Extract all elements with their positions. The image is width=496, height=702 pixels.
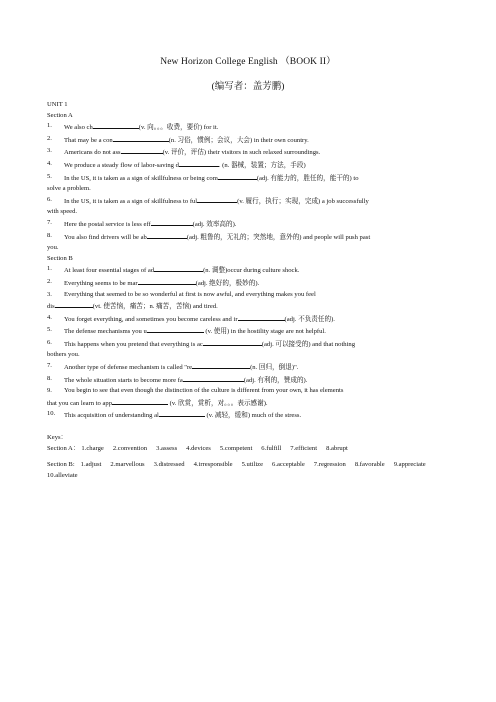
keys-heading: Keys： <box>47 434 68 442</box>
answer-key: 4.devices <box>186 444 211 452</box>
answer-blank[interactable] <box>112 397 168 405</box>
question-item <box>47 338 449 351</box>
question-prefix: Everything seems to be mar <box>64 279 138 287</box>
question-text <box>64 313 449 326</box>
question-prefix: The whole situation starts to become more fa <box>64 376 183 384</box>
question-number: 3. <box>47 147 52 155</box>
question-continuation <box>47 397 449 410</box>
question-item <box>47 195 449 208</box>
question-hint: (adj. 有能力的，胜任的，能干的) to <box>256 174 359 182</box>
question-item <box>47 134 449 147</box>
question-number: 7. <box>47 218 52 226</box>
question-number: 8. <box>47 374 52 382</box>
question-item <box>47 264 449 277</box>
question-item <box>47 277 449 290</box>
question-hint: . (n. 器械，装置；方法，手段) <box>218 161 306 169</box>
question-text <box>64 374 449 387</box>
question-item <box>47 218 449 231</box>
answer-key: 1.charge <box>81 444 104 452</box>
question-hint: (n. 习俗，惯例；会议，大会) in their own country. <box>168 136 309 144</box>
question-text <box>64 277 449 290</box>
answer-blank[interactable] <box>203 338 262 346</box>
question-hint: (vt. 使苦恼，痛苦；n. 痛苦，苦恼) and tired. <box>92 303 218 311</box>
question-number: 6. <box>47 338 52 346</box>
question-item <box>47 146 449 159</box>
answer-blank[interactable] <box>218 172 257 180</box>
question-item <box>47 374 449 387</box>
question-number: 1. <box>47 122 52 130</box>
question-item <box>47 361 449 374</box>
answer-blank[interactable] <box>197 195 237 203</box>
answer-key: 1.adjust <box>80 461 102 469</box>
question-text <box>64 218 449 231</box>
answer-key: 7.efficient <box>290 444 318 452</box>
question-number: 1. <box>47 265 52 273</box>
answer-key: 2.convention <box>112 444 148 452</box>
question-prefix: You also find drivers will be ab <box>64 233 147 241</box>
answer-blank[interactable] <box>147 231 187 239</box>
question-prefix: This acquisition of understanding al <box>64 412 159 420</box>
answer-blank[interactable] <box>192 361 250 369</box>
question-continuation: solve a problem. <box>47 185 91 193</box>
keys-section-b-label: Section B: <box>47 461 75 469</box>
question-text <box>64 338 449 351</box>
question-number: 7. <box>47 362 52 370</box>
question-prefix: At least four essential stages of ad <box>64 267 155 275</box>
answer-key: 8.favorable <box>354 461 385 469</box>
question-text <box>64 264 449 277</box>
answer-blank[interactable] <box>159 409 205 417</box>
question-hint: (adj. 可以接受的) and that nothing <box>261 340 356 348</box>
answer-blank[interactable] <box>179 159 219 167</box>
question-prefix: You forget everything, and sometimes you become careless and ir <box>64 315 238 323</box>
answer-blank[interactable] <box>238 313 285 321</box>
question-text <box>64 325 449 338</box>
keys-section-a <box>47 444 449 455</box>
answer-blank[interactable] <box>138 277 196 285</box>
answer-key: 8.abrupt <box>326 444 348 452</box>
question-number: 8. <box>47 231 52 239</box>
question-text <box>64 159 449 172</box>
question-hint: (v. 使用) in the hostility stage are not helpful. <box>203 328 326 336</box>
answer-key: 7.regression <box>313 461 346 469</box>
question-text <box>64 290 449 301</box>
question-continuation <box>47 300 449 313</box>
answer-key: 5.competent <box>219 444 253 452</box>
question-text <box>64 121 449 134</box>
question-hint: (adj. 不负责任的). <box>284 315 335 323</box>
question-prefix: Americans do not ass <box>64 149 121 157</box>
question-number: 10. <box>47 410 56 418</box>
question-text <box>64 409 449 422</box>
section-b-list <box>47 264 449 422</box>
question-continuation: bothers you. <box>47 351 80 359</box>
question-number: 5. <box>47 326 52 334</box>
answer-key: 5.utilize <box>241 461 264 469</box>
document-body <box>47 100 449 481</box>
question-text <box>64 386 449 397</box>
question-number: 5. <box>47 172 52 180</box>
question-text <box>64 231 449 244</box>
answer-key: 10.alleviate <box>47 471 78 479</box>
question-hint: (v. 向。。。收费，要价) for it. <box>138 124 219 132</box>
question-prefix: Everything that seemed to be so wonderful at first is now awful, and everything makes you feel <box>64 290 316 298</box>
section-a-heading: Section A <box>47 111 73 119</box>
keys-section-b <box>47 460 449 481</box>
question-item <box>47 172 449 185</box>
question-hint: (adj. 效率高的). <box>192 220 237 228</box>
answer-blank[interactable] <box>183 374 244 382</box>
question-text <box>64 195 449 208</box>
question-prefix: That may be a con <box>64 136 113 144</box>
question-text <box>64 361 449 374</box>
question-prefix: In the US, it is taken as a sign of skillfulness to ful <box>64 197 198 205</box>
answer-blank[interactable] <box>154 264 203 272</box>
unit-heading: UNIT 1 <box>47 101 68 108</box>
question-item <box>47 386 449 397</box>
question-prefix: This happens when you pretend that everything is ac <box>64 340 203 348</box>
question-item <box>47 231 449 244</box>
answer-blank[interactable] <box>121 146 163 154</box>
answer-blank[interactable] <box>55 300 93 308</box>
question-number: 4. <box>47 313 52 321</box>
question-number: 3. <box>47 290 52 298</box>
question-hint: (v. 履行，执行；实现，完成) a job successfully <box>237 197 369 205</box>
question-number: 2. <box>47 134 52 142</box>
answer-blank[interactable] <box>113 134 169 142</box>
answer-key: 3.distressed <box>153 461 185 469</box>
question-prefix: Another type of defense mechanism is called "re <box>64 364 193 372</box>
question-prefix: dis <box>47 303 55 311</box>
question-prefix: Here the postal service is less eff <box>64 220 151 228</box>
answer-blank[interactable] <box>93 121 139 129</box>
question-number: 4. <box>47 159 52 167</box>
answer-key: 6.fulfill <box>261 444 282 452</box>
answer-key: 6.acceptable <box>272 461 305 469</box>
question-item <box>47 290 449 301</box>
answer-key: 2.marvellous <box>110 461 145 469</box>
question-text <box>64 146 449 159</box>
question-number: 6. <box>47 195 52 203</box>
answer-blank[interactable] <box>151 218 193 226</box>
question-hint: (n. 回归，倒退)". <box>250 364 299 372</box>
question-prefix: We also ch <box>64 124 93 132</box>
keys-section-a-label: Section A： <box>47 444 80 452</box>
question-text <box>64 134 449 147</box>
question-item <box>47 313 449 326</box>
question-prefix: In the US, it is taken as a sign of skillfulness or being com <box>64 174 218 182</box>
question-item <box>47 159 449 172</box>
document-subtitle: (编写者：盖芳鹏) <box>211 82 285 92</box>
question-prefix: The defense mechanisms you u <box>64 328 147 336</box>
question-item <box>47 325 449 338</box>
question-continuation: with speed. <box>47 208 78 216</box>
question-text <box>64 172 449 185</box>
answer-blank[interactable] <box>147 325 204 333</box>
section-b-heading: Section B <box>47 254 73 262</box>
question-hint: (v. 评价，评估) their visitors in such relaxed surroundings. <box>162 149 321 157</box>
answer-key: 3.assess <box>156 444 178 452</box>
question-item <box>47 121 449 134</box>
question-number: 2. <box>47 277 52 285</box>
section-a-list <box>47 121 449 254</box>
document-title: New Horizon College English （BOOK II） <box>160 57 336 67</box>
question-number: 9. <box>47 387 52 395</box>
question-prefix: We produce a steady flow of labor-saving d <box>64 161 179 169</box>
answer-key: 4.irresponsible <box>193 461 233 469</box>
question-prefix: that you can learn to app <box>47 399 112 407</box>
question-hint: (n. 调整)occur during culture shock. <box>203 267 300 275</box>
question-hint: (v. 欣赏，赏析，对。。。表示感谢). <box>168 399 268 407</box>
question-hint: (adj. 粗鲁的，无礼的；突然地，意外的) and people will push past <box>186 233 371 241</box>
question-hint: (adj. 有利的，赞成的). <box>243 376 308 384</box>
question-hint: (adj. 绝好的，极妙的). <box>195 279 260 287</box>
question-item <box>47 409 449 422</box>
answer-key: 9.appreciate <box>393 461 426 469</box>
question-continuation: you. <box>47 244 59 252</box>
question-hint: (v. 减轻，缓和) much of the stress. <box>204 412 302 420</box>
question-prefix: You begin to see that even though the distinction of the culture is different from your own, it has elements <box>64 387 344 395</box>
